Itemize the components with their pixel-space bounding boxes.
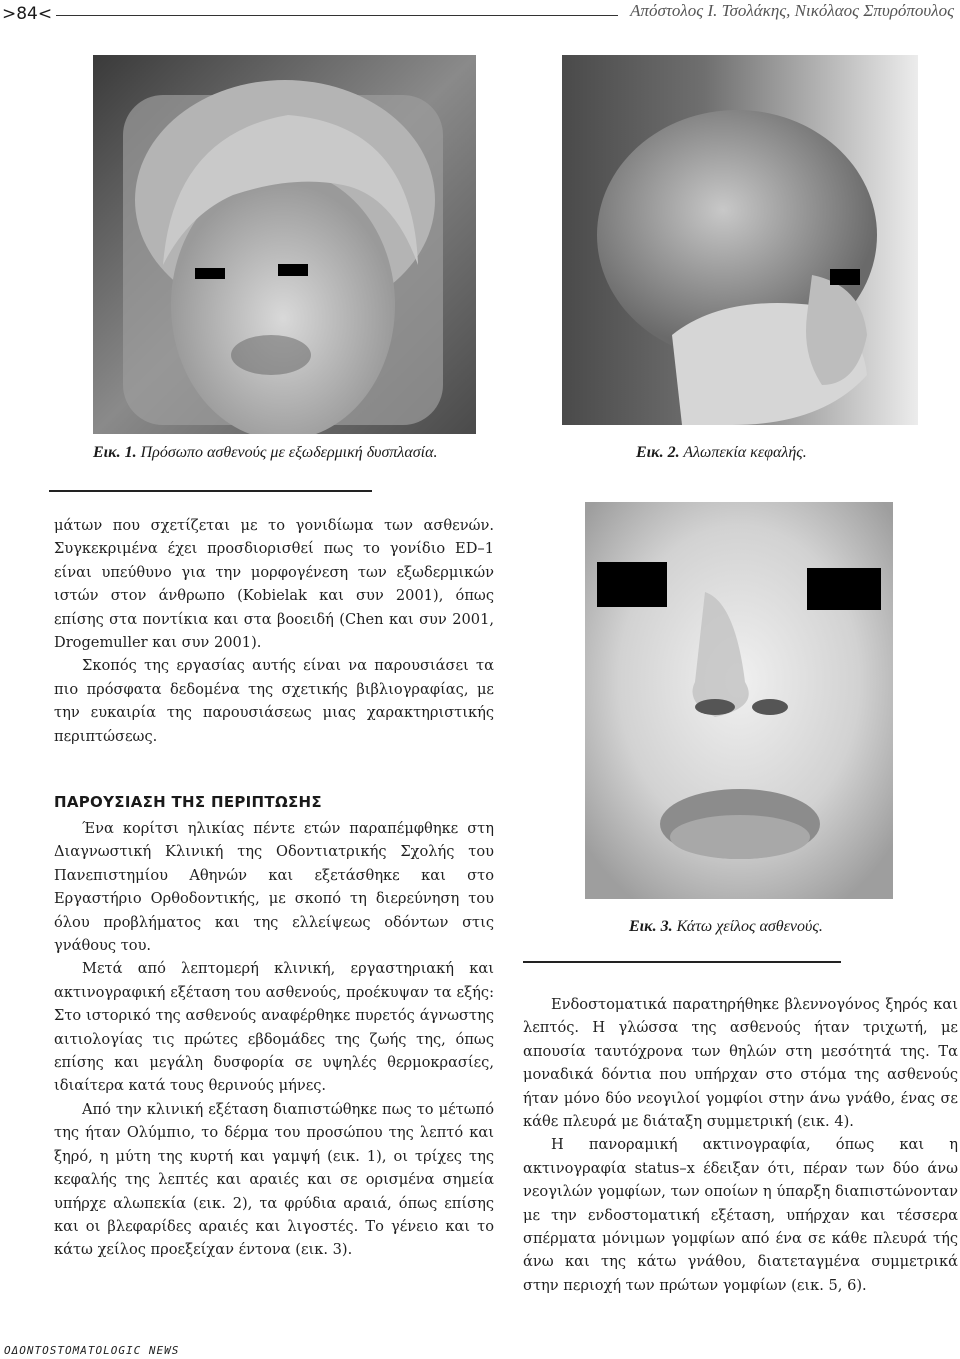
left-column	[54, 514, 494, 748]
header-authors: Απόστολος Ι. Τσολάκης, Νικόλαος Σπυρόπουλος	[630, 1, 954, 20]
eye-censor-bar	[278, 264, 308, 276]
figure-2-caption-text: Αλωπεκία κεφαλής.	[683, 444, 807, 461]
journal-footer: ΟΔΟΝΤΟSTOMATOLOGIC NEWS	[4, 1344, 180, 1357]
section-heading: ΠΑΡΟΥΣΙΑΣΗ ΤΗΣ ΠΕΡΙΠΤΩΣΗΣ	[54, 793, 322, 811]
figure-1-caption	[93, 444, 437, 462]
figure-1-label: Εικ. 1.	[93, 444, 137, 461]
section-rule	[49, 490, 372, 492]
case-column	[54, 817, 494, 1262]
right-column	[523, 993, 958, 1297]
oral-findings-paragraph: Ενδοστοματικά παρατηρήθηκε βλεννογόνος ξηρός και λεπτός. Η γλώσσα της ασθενούς ήταν τριχωτή, με απουσία ταυτόχρονα των θηλών στη μεσότητά της. Τα μοναδικά δόντια που υπήρχαν στο στόμα της ασθενούς ήταν μόνο δύο νεογιλοί γομφίοι στην άνω γνάθο, ένας σε κάθε πλευρά με διάταξη συμμετρική (εικ. 4).	[523, 996, 958, 1131]
header-rule	[56, 15, 618, 16]
figure-2-caption	[636, 444, 807, 462]
case-paragraph: Ένα κορίτσι ηλικίας πέντε ετών παραπέμφθηκε στη Διαγνωστική Κλινική της Οδοντιατρικής Σχολής του Πανεπιστημίου Αθηνών και εξετάσθηκε και στο Εργαστήριο Ορθοδοντικής, με σκοπό τη διερεύνηση του όλου προβλήματος και της ελλείψεως οδόντων στις γνάθους του.	[54, 820, 494, 955]
section-rule	[523, 961, 841, 963]
purpose-paragraph: Σκοπός της εργασίας αυτής είναι να παρουσιάσει τα πιο πρόσφατα δεδομένα της σχετικής βιβλιογραφίας, με την ευκαιρία της παρουσιάσεως μιας χαρακτηριστικής περιπτώσεως.	[54, 657, 494, 745]
figure-2-photo	[562, 55, 918, 425]
figure-3-caption	[629, 918, 823, 936]
eye-censor-bar	[195, 268, 225, 279]
intro-paragraph: μάτων που σχετίζεται με το γονιδίωμα των ασθενών. Συγκεκριμένα έχει προσδιορισθεί πως το γονίδιο ED–1 είναι υπεύθυνο για την μορφογένεση των εξωδερμικών ιστών στον άνθρωπο (Kobielak και συν 2001), όπως επίσης στα ποντίκια και στα βοοειδή (Chen και συν 2001, Drogemuller και συν 2001).	[54, 517, 494, 652]
figure-1-caption-text: Πρόσωπο ασθενούς με εξωδερμική δυσπλασία.	[140, 444, 438, 461]
figure-3-caption-text: Κάτω χείλος ασθενούς.	[676, 918, 823, 935]
case-paragraph: Από την κλινική εξέταση διαπιστώθηκε πως το μέτωπό της ήταν Ολύμπιο, το δέρμα του προσώπου της λεπτό και ξηρό, η μύτη της κυρτή και γαμψή (εικ. 1), οι τρίχες της κεφαλής της λεπτές και αραιές και σε ορισμένα σημεία υπήρχε αλωπεκία (εικ. 2), τα φρύδια αραιά, όπως επίσης και οι βλεφαρίδες αραιές και λιγοστές. Το γένειο και το κάτω χείλος προεξείχαν έντονα (εικ. 3).	[54, 1100, 494, 1259]
figure-2-label: Εικ. 2.	[636, 444, 680, 461]
page-number: >84<	[2, 4, 53, 24]
figure-1-photo	[93, 55, 476, 434]
case-paragraph: Μετά από λεπτομερή κλινική, εργαστηριακή και ακτινογραφική εξέταση του ασθενούς, προέκυψαν τα εξής: Στο ιστορικό της ασθενούς αναφέρθηκε πυρετός άγνωστης αιτιολογίας τις πρώτες εβδομάδες της ζωής της, όπως επίσης και μεγάλη δυσφορία σε υψηλές θερμοκρασίες, ιδιαίτερα κατά τους θερινούς μήνες.	[54, 960, 494, 1095]
eye-censor-bar	[830, 269, 860, 285]
eye-censor-bar	[597, 562, 667, 607]
figure-3-label: Εικ. 3.	[629, 918, 673, 935]
radiograph-paragraph: Η πανοραμική ακτινογραφία, όπως και η ακτινογραφία status–x έδειξαν ότι, πέραν των δύο άνω νεογιλών γομφίων, των οποίων η ύπαρξη διαπιστώνονταν με την ενδοστοματική εξέταση, υπήρχαν και τέσσερα σπέρματα μόνιμων γομφίων από ένα σε κάθε πλευρά τής άνω και της κάτω γνάθου, διατεταγμένα συμμετρικά στην περιοχή των πρώτων γομφίων (εικ. 5, 6).	[523, 1136, 958, 1294]
eye-censor-bar	[807, 568, 881, 610]
figure-3-photo	[585, 502, 893, 899]
